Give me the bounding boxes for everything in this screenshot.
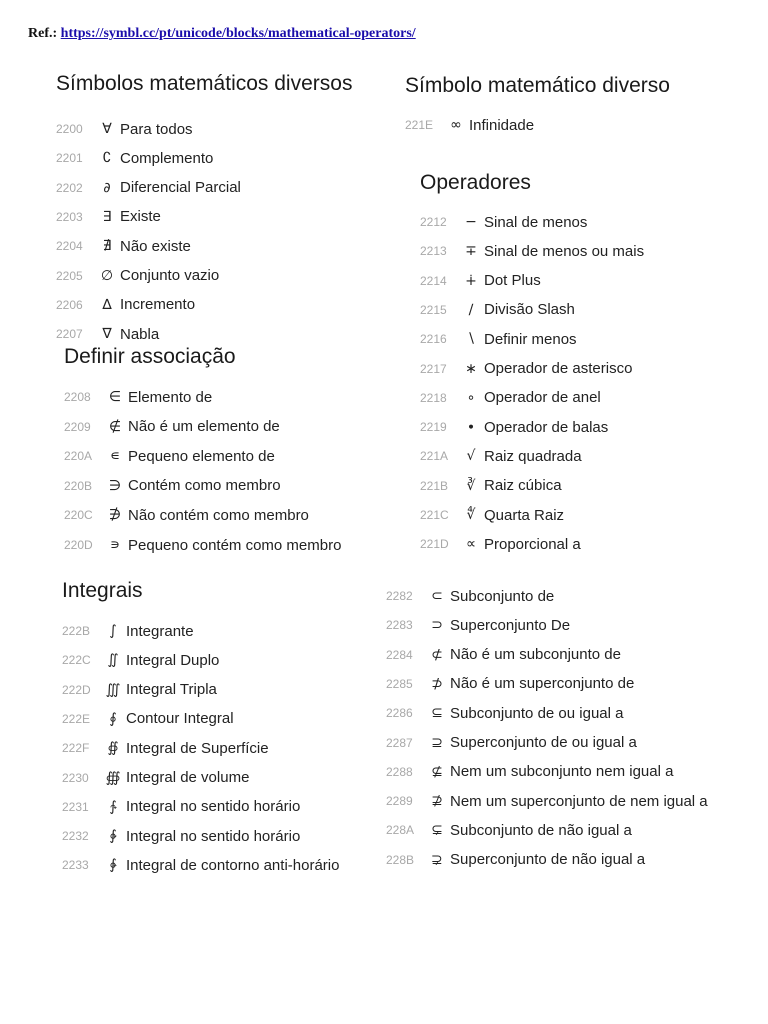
symbol-name: Existe: [120, 208, 161, 226]
symbol-glyph: ∖: [466, 331, 476, 348]
symbol-row: [386, 643, 621, 667]
symbol-code: 2203: [56, 209, 83, 224]
symbol-glyph: ⊋: [431, 851, 443, 868]
symbol-row: [56, 205, 161, 229]
section-integrals: [62, 579, 340, 874]
symbol-code: 221E: [405, 118, 434, 132]
symbol-name: Pequeno elemento de: [128, 447, 275, 465]
symbol-row: [64, 385, 212, 409]
symbol-code: 2288: [386, 764, 413, 779]
symbol-row: [420, 532, 581, 556]
symbol-row: [62, 736, 269, 760]
symbol-name: Nem um subconjunto nem igual a: [450, 763, 674, 781]
symbol-glyph: ∔: [465, 272, 477, 289]
symbol-name: Superconjunto De: [450, 616, 571, 634]
symbol-row: [386, 672, 634, 696]
symbol-name: Proporcional a: [484, 535, 581, 553]
symbol-row: [56, 293, 195, 317]
symbol-row: [56, 176, 241, 200]
symbol-row: [420, 444, 582, 468]
symbol-glyph: √: [466, 448, 476, 465]
symbol-code: 2216: [420, 332, 447, 347]
symbol-glyph: ∋: [108, 477, 122, 494]
symbol-code: 2208: [64, 390, 91, 404]
symbol-row: [56, 234, 191, 258]
symbol-glyph: ∊: [109, 448, 121, 465]
symbol-name: Sinal de menos ou mais: [484, 242, 645, 260]
symbol-code: 2206: [56, 297, 83, 312]
symbol-name: Subconjunto de não igual a: [450, 821, 632, 839]
symbol-row: [56, 146, 213, 170]
section-set-membership: [64, 345, 342, 554]
symbol-glyph: ⊅: [431, 675, 443, 692]
symbol-row: [405, 113, 534, 137]
symbol-name: Raiz quadrada: [484, 447, 582, 465]
symbol-row: [62, 619, 194, 643]
symbol-code: 2202: [56, 180, 83, 195]
symbol-glyph: ∲: [109, 828, 117, 845]
symbol-code: 221C: [420, 508, 449, 522]
section-title: Símbolos matemáticos diversos: [56, 72, 353, 95]
symbol-glyph: ∃: [102, 208, 112, 225]
symbol-name: Pequeno contém como membro: [128, 536, 342, 554]
symbol-name: Contém como membro: [128, 477, 281, 495]
symbol-code: 2286: [386, 706, 413, 721]
symbol-glyph: ∝: [465, 536, 476, 553]
symbol-code: 2289: [386, 794, 413, 809]
symbol-glyph: ∙: [466, 419, 476, 436]
symbol-glyph: ∰: [105, 769, 121, 786]
symbol-code: 222D: [62, 682, 91, 697]
symbol-name: Nem um superconjunto de nem igual a: [450, 792, 708, 810]
symbol-glyph: −: [465, 214, 477, 230]
symbol-name: Não é um subconjunto de: [450, 646, 621, 664]
symbol-row: [386, 584, 554, 608]
symbol-name: Não é um superconjunto de: [450, 675, 635, 693]
symbol-name: Integral no sentido horário: [126, 798, 301, 816]
symbol-row: [62, 707, 234, 731]
symbol-name: Subconjunto de: [450, 587, 555, 605]
symbol-name: Integral de Superfície: [126, 739, 269, 757]
symbol-glyph: ∮: [109, 710, 117, 727]
symbol-name: Não é um elemento de: [128, 418, 280, 436]
symbol-name: Complemento: [120, 149, 214, 167]
symbol-name: Diferencial Parcial: [120, 179, 241, 197]
symbol-code: 2233: [62, 858, 89, 873]
reference-label: Ref.:: [28, 26, 58, 41]
section-title: Operadores: [420, 171, 531, 194]
symbol-row: [386, 731, 637, 755]
symbol-name: Definir menos: [484, 330, 577, 348]
symbol-name: Nabla: [120, 325, 160, 343]
symbol-glyph: ∗: [465, 360, 477, 377]
symbol-glyph: ∅: [100, 267, 114, 284]
symbol-row: [64, 503, 309, 527]
symbol-row: [420, 415, 608, 439]
symbol-glyph: ∇: [102, 326, 112, 343]
symbol-code: 2284: [386, 647, 413, 662]
symbol-code: 2287: [386, 735, 413, 750]
symbol-name: Subconjunto de ou igual a: [450, 704, 624, 722]
section-operators: [420, 171, 645, 553]
symbol-row: [386, 818, 632, 842]
symbol-name: Para todos: [120, 120, 193, 138]
symbol-name: Elemento de: [128, 388, 213, 406]
symbol-name: Infinidade: [469, 116, 535, 134]
symbol-glyph: ∍: [109, 537, 121, 553]
symbol-name: Sinal de menos: [484, 213, 588, 231]
symbol-glyph: ∜: [466, 507, 476, 523]
section-misc-symbol: [405, 74, 670, 134]
symbol-name: Quarta Raiz: [484, 506, 565, 524]
symbol-row: [64, 533, 341, 557]
symbol-glyph: ∀: [102, 121, 112, 137]
symbol-code: 2213: [420, 244, 447, 259]
symbol-name: Operador de balas: [484, 418, 609, 436]
symbol-glyph: ∯: [107, 740, 119, 757]
symbol-glyph: ∳: [109, 857, 117, 874]
symbol-code: 222C: [62, 653, 91, 668]
symbol-row: [386, 848, 645, 872]
symbol-row: [62, 795, 300, 819]
symbol-glyph: ∂: [103, 179, 111, 196]
symbol-code: 2231: [62, 799, 89, 814]
symbol-row: [386, 701, 623, 725]
symbol-row: [420, 503, 564, 527]
symbol-code: 2283: [386, 618, 413, 633]
symbol-row: [386, 760, 673, 784]
symbol-row: [56, 117, 193, 141]
symbol-name: Operador de anel: [484, 389, 601, 407]
symbol-code: 2205: [56, 268, 83, 283]
symbol-name: Não contém como membro: [128, 506, 309, 524]
symbol-code: 2230: [62, 770, 89, 785]
symbol-glyph: ∉: [108, 418, 122, 435]
symbol-row: [420, 386, 601, 410]
reference-line: [28, 26, 416, 42]
symbol-code: 222E: [62, 711, 91, 726]
section-misc-symbols: [56, 72, 353, 343]
symbol-glyph: ∈: [108, 389, 122, 405]
symbol-row: [386, 789, 708, 813]
symbol-name: Superconjunto de não igual a: [450, 851, 646, 869]
symbol-row: [386, 613, 570, 637]
symbol-code: 2212: [420, 215, 447, 229]
symbol-code: 220B: [64, 478, 93, 493]
symbol-code: 2282: [386, 589, 413, 603]
symbol-code: 228A: [386, 823, 415, 838]
symbol-glyph: ∘: [466, 389, 476, 406]
symbol-glyph: ∛: [466, 477, 476, 494]
reference-link[interactable]: https://symbl.cc/pt/unicode/blocks/mathematical-operators/: [60, 26, 416, 41]
symbol-glyph: ∭: [105, 681, 121, 698]
symbol-code: 2214: [420, 273, 447, 288]
symbol-code: 2207: [56, 327, 83, 342]
symbol-name: Integral de contorno anti-horário: [126, 856, 340, 874]
symbol-glyph: ∁: [102, 150, 112, 167]
symbol-row: [420, 239, 644, 263]
section-title: Símbolo matemático diverso: [405, 74, 670, 97]
symbol-name: Operador de asterisco: [484, 360, 633, 377]
symbol-glyph: ∬: [107, 652, 119, 669]
symbol-glyph: ∫: [109, 623, 117, 639]
symbol-code: 2209: [64, 419, 91, 434]
symbol-row: [62, 678, 217, 702]
symbol-row: [420, 210, 587, 234]
symbol-glyph: ⊇: [431, 734, 443, 751]
symbol-row: [62, 766, 249, 790]
symbol-code: 221B: [420, 478, 449, 493]
symbol-code: 228B: [386, 852, 415, 867]
symbol-glyph: ∓: [465, 243, 477, 260]
symbol-glyph: ⊃: [431, 617, 443, 634]
symbol-code: 220A: [64, 449, 93, 464]
symbol-name: Dot Plus: [484, 272, 541, 290]
symbol-glyph: ∱: [109, 798, 117, 815]
symbol-code: 221D: [420, 537, 449, 552]
symbol-glyph: ⊊: [431, 822, 443, 839]
symbol-row: [420, 357, 632, 381]
section-title: Integrais: [62, 579, 143, 602]
symbol-row: [56, 322, 159, 346]
symbol-glyph: ∆: [102, 296, 112, 313]
symbol-row: [64, 474, 281, 498]
symbol-row: [56, 264, 219, 288]
symbol-code: 2219: [420, 420, 447, 435]
symbol-glyph: ⊉: [431, 793, 443, 810]
symbol-glyph: ⊂: [431, 588, 443, 604]
symbol-name: Conjunto vazio: [120, 267, 220, 284]
symbol-name: Integral de volume: [126, 769, 250, 786]
symbol-row: [420, 327, 577, 351]
symbol-code: 222F: [62, 741, 90, 756]
symbol-name: Superconjunto de ou igual a: [450, 734, 637, 751]
symbol-glyph: ∕: [468, 301, 474, 318]
symbol-row: [64, 444, 275, 468]
symbol-glyph: ∞: [450, 117, 462, 133]
symbol-name: Contour Integral: [126, 710, 234, 728]
symbol-row: [62, 824, 300, 848]
symbol-glyph: ∄: [102, 238, 112, 255]
symbol-row: [62, 853, 339, 877]
symbol-glyph: ⊄: [431, 646, 443, 663]
symbol-code: 221A: [420, 449, 449, 464]
symbol-row: [420, 298, 575, 322]
symbol-code: 222B: [62, 624, 91, 638]
symbol-name: Integral Tripla: [126, 681, 217, 699]
symbol-code: 2232: [62, 829, 89, 844]
symbol-code: 2218: [420, 390, 447, 405]
symbol-row: [420, 269, 541, 293]
symbol-name: Integrante: [126, 622, 194, 640]
symbol-glyph: ∌: [108, 507, 122, 524]
symbol-glyph: ⊈: [431, 763, 443, 780]
symbol-code: 220C: [64, 508, 93, 523]
symbol-code: 2285: [386, 676, 413, 691]
symbol-name: Integral no sentido horário: [126, 827, 301, 845]
symbol-name: Não existe: [120, 237, 191, 255]
symbol-name: Integral Duplo: [126, 651, 220, 669]
symbol-code: 2200: [56, 122, 83, 136]
symbol-name: Incremento: [120, 296, 196, 314]
symbol-row: [420, 474, 562, 498]
symbol-name: Divisão Slash: [484, 301, 575, 319]
symbol-code: 2201: [56, 151, 83, 166]
section-title: Definir associação: [64, 345, 236, 368]
symbol-row: [64, 415, 280, 439]
symbol-code: 2215: [420, 302, 447, 317]
symbol-code: 2204: [56, 239, 83, 254]
symbol-code: 220D: [64, 538, 93, 552]
symbol-glyph: ⊆: [431, 705, 443, 722]
symbol-code: 2217: [420, 361, 447, 376]
symbol-row: [62, 648, 219, 672]
symbol-name: Raiz cúbica: [484, 477, 562, 495]
